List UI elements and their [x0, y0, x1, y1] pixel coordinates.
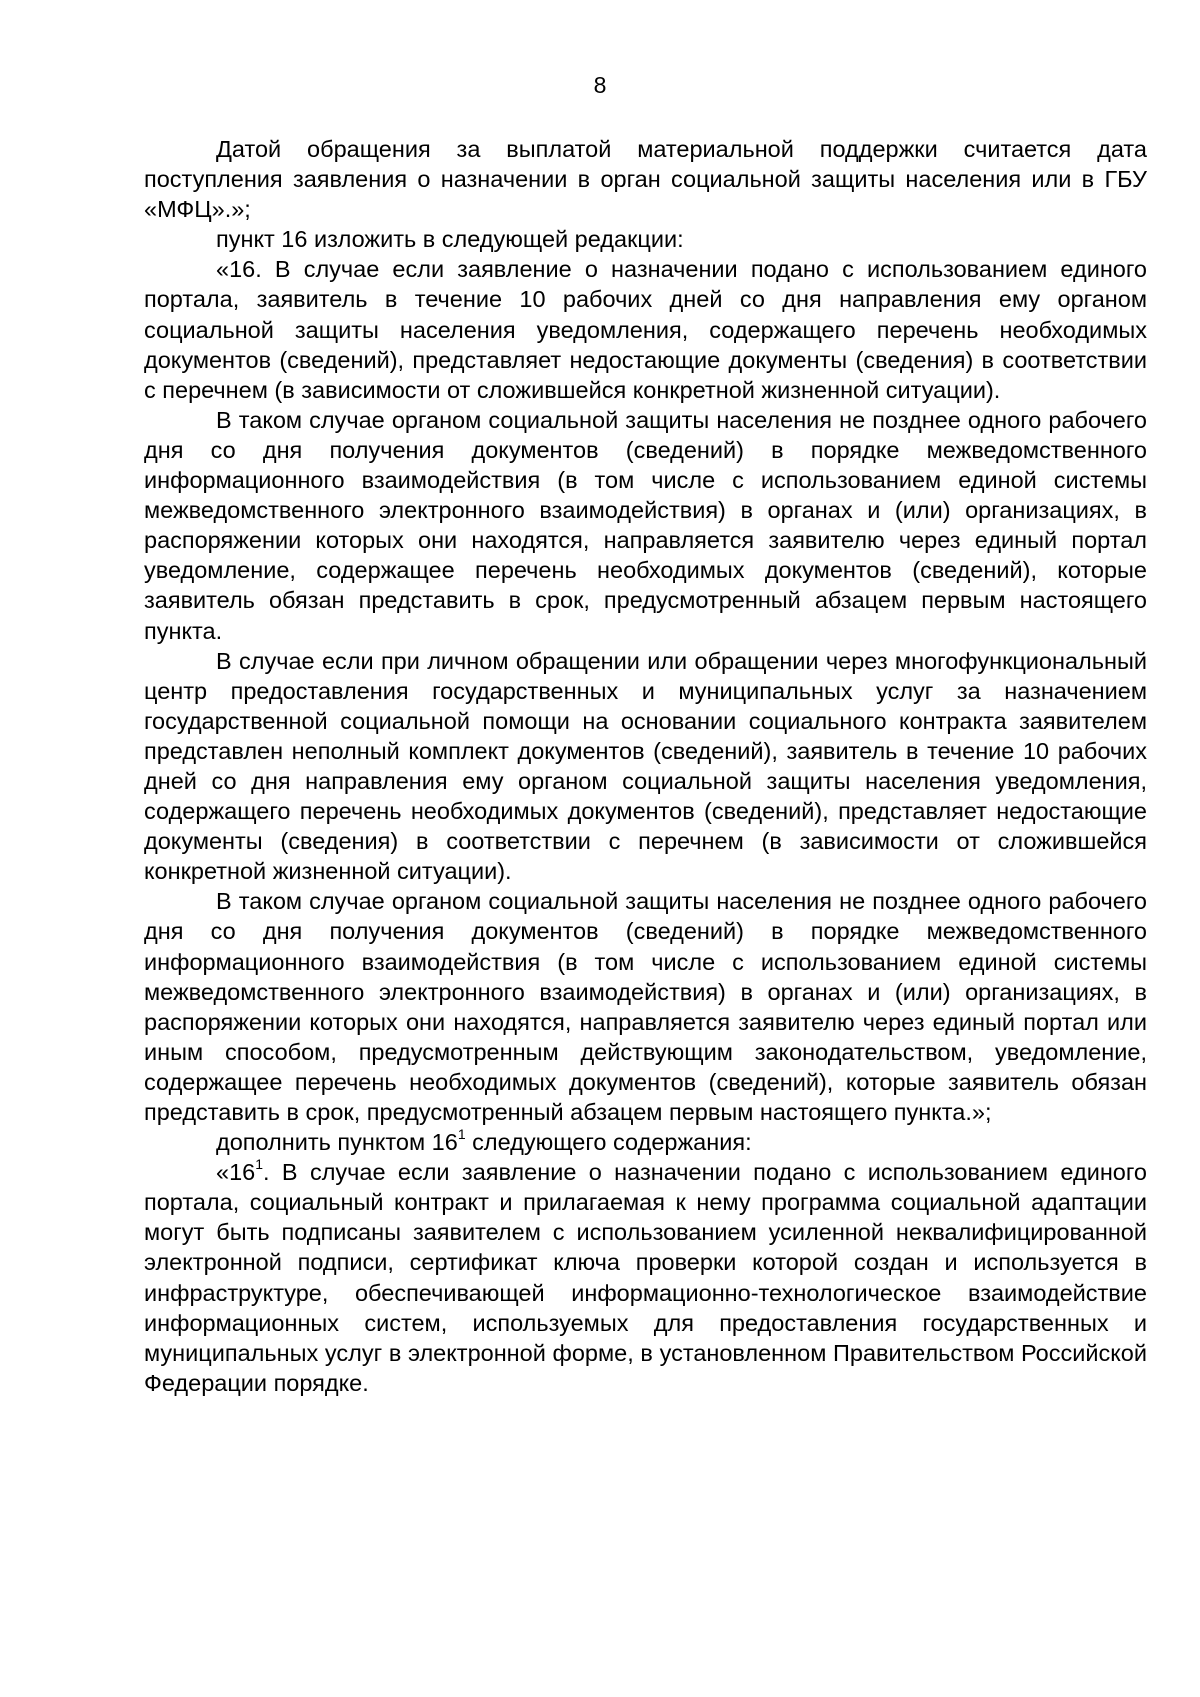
text-fragment: следующего содержания: [465, 1129, 752, 1156]
paragraph-interagency-notification: В таком случае органом социальной защиты населения не позднее одного рабочего дня со дня получения документов (сведений) в порядке межведомственного информационного взаимодействия (в том числе с использованием единой системы межведомственного электронного взаимодействия) в органах и (или) организациях, в распоряжении которых они находятся, направляется заявителю через единый портал уведомление, содержащее перечень необходимых документов (сведений), которые заявитель обязан представить в срок, предусмотренный абзацем первым настоящего пункта. [144, 406, 1147, 644]
text-fragment: дополнить пунктом 16 [216, 1129, 458, 1156]
text-fragment: «16 [216, 1159, 256, 1186]
paragraph-interagency-notification-alt: В таком случае органом социальной защиты населения не позднее одного рабочего дня со дня получения документов (сведений) в порядке межведомственного информационного взаимодействия (в том числе с использованием единой системы межведомственного электронного взаимодействия) в органах и (или) организациях, в распоряжении которых они находятся, направляется заявителю через единый портал или иным способом, предусмотренным действующим законодательством, уведомление, содержащее перечень необходимых документов (сведений), которые заявитель обязан представить в срок, предусмотренный абзацем первым настоящего пункта.»; [144, 888, 1147, 1125]
page-number: 8 [593, 72, 607, 98]
superscript: 1 [457, 1126, 466, 1143]
paragraph-point-16-instruction: пункт 16 изложить в следующей редакции: [216, 226, 684, 253]
document-body [144, 134, 1147, 1398]
paragraph-application-date: Датой обращения за выплатой материальной поддержки считается дата поступления заявления о назначении в орган социальной защиты населения или в ГБУ «МФЦ».»; [144, 136, 1147, 223]
paragraph-personal-application: В случае если при личном обращении или обращении через многофункциональный центр предоставления государственных и муниципальных услуг за назначением государственной социальной помощи на основании социального контракта заявителем представлен неполный комплект документов (сведений), заявитель в течение 10 рабочих дней со дня направления ему органом социальной защиты населения уведомления, содержащего перечень необходимых документов (сведений), представляет недостающие документы (сведения) в соответствии с перечнем (в зависимости от сложившейся конкретной жизненной ситуации). [144, 647, 1147, 885]
text-fragment: . В случае если заявление о назначении подано с использованием единого портала, социальный контракт и прилагаемая к нему программа социальной адаптации могут быть подписаны заявителем с использованием усиленной неквалифицированной электронной подписи, сертификат ключа проверки которой создан и используется в инфраструктуре, обеспечивающей информационно-технологическое взаимодействие информационных систем, используемых для предоставления государственных и муниципальных услуг в электронной форме, в установленном Правительством Российской Федерации порядке. [144, 1159, 1147, 1396]
paragraph-point-16-text: «16. В случае если заявление о назначении подано с использованием единого портала, заявитель в течение 10 рабочих дней со дня направления ему органом социальной защиты населения уведомления, содержащего перечень необходимых документов (сведений), представляет недостающие документы (сведения) в соответствии с перечнем (в зависимости от сложившейся конкретной жизненной ситуации). [144, 256, 1147, 403]
superscript: 1 [255, 1156, 264, 1173]
paragraph-point-16-1-instruction [144, 1127, 1147, 1157]
paragraph-point-16-1-text [144, 1157, 1147, 1398]
